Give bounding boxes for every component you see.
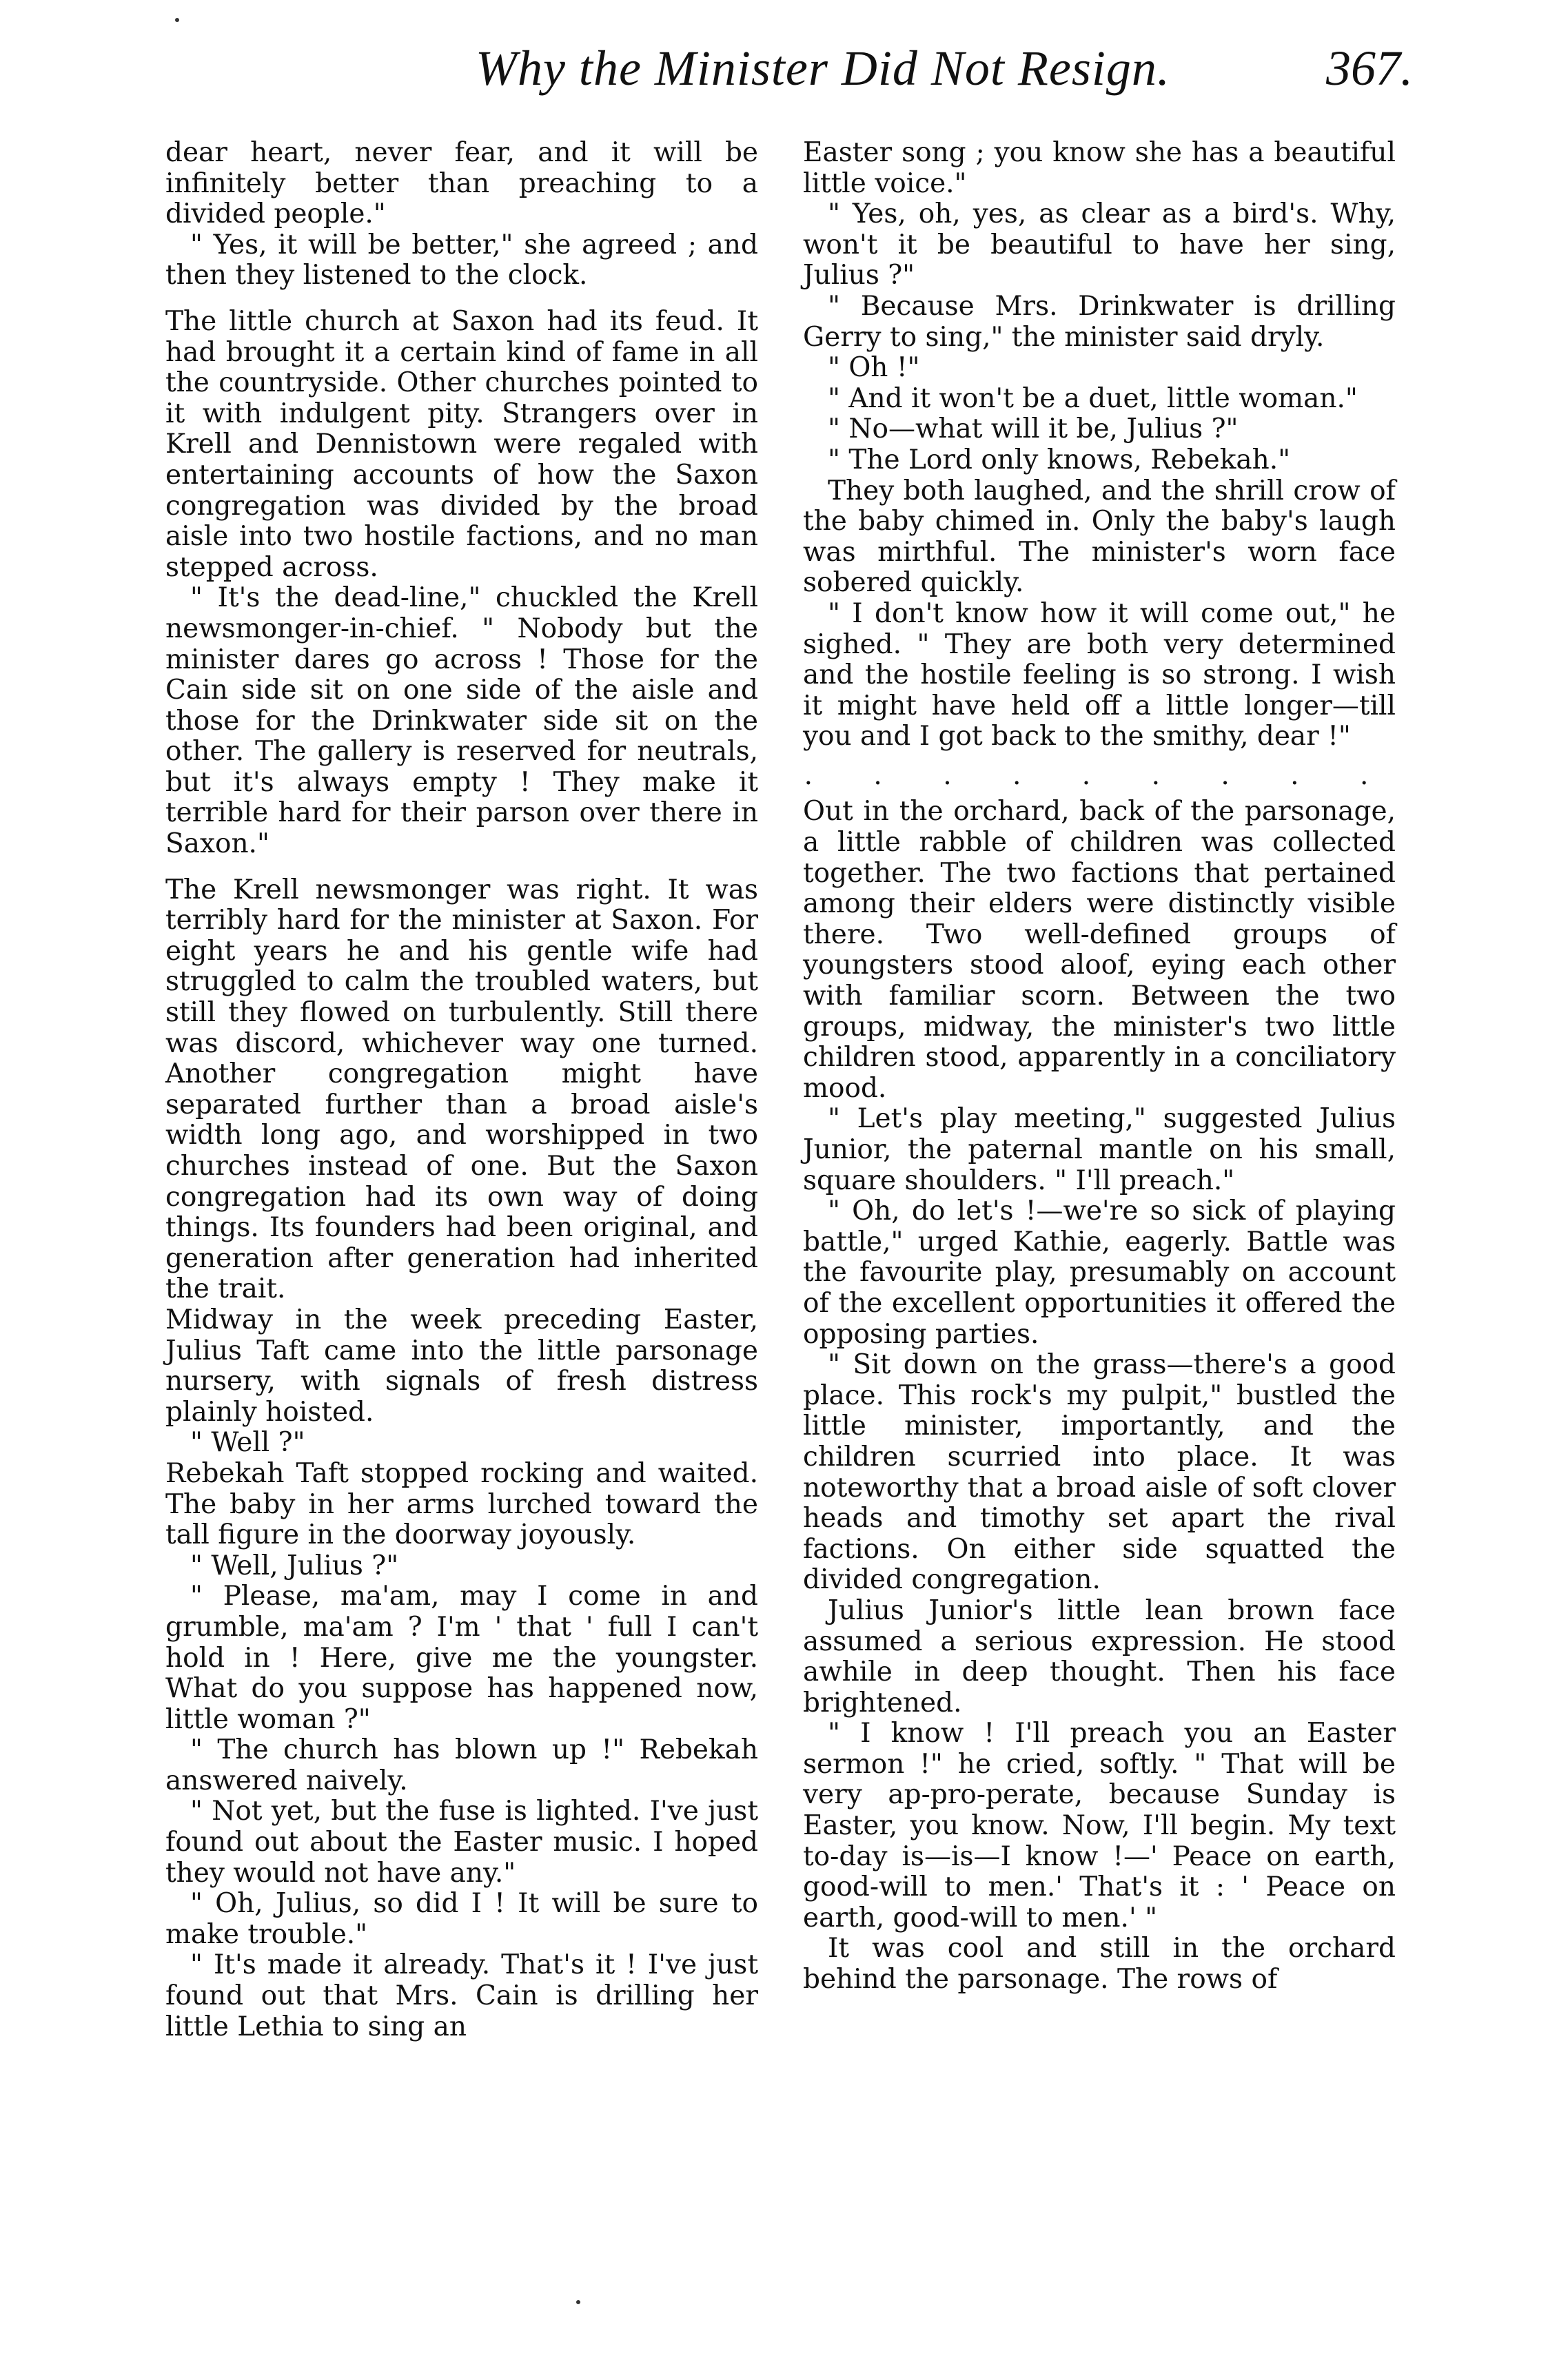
paragraph: Julius Junior's little lean brown face assumed a serious expression. He stood awhile in deep thought. Then his face brightened. xyxy=(803,1594,1396,1719)
paragraph: " Not yet, but the fuse is lighted. I've just found out about the Easter music. I hoped they would not have any." xyxy=(165,1796,758,1889)
paragraph: The little church at Saxon had its feud. It had brought it a certain kind of fame in all the countryside. Other churches pointed to it with indulgent pity. Strangers over in Krell and Dennistown were regaled with entertaining accounts of how the Saxon congregation was divided by the broad aisle into two hostile factions, and no man stepped across. xyxy=(165,305,758,583)
paragraph: Rebekah Taft stopped rocking and waited. The baby in her arms lurched toward the tall figure in the doorway joyously. xyxy=(165,1457,758,1551)
paragraph: " It's made it already. That's it ! I've just found out that Mrs. Cain is drilling her little Lethia to sing an xyxy=(165,1949,758,2042)
paragraph: " The church has blown up !" Rebekah answered naively. xyxy=(165,1734,758,1796)
paragraph: The Krell newsmonger was right. It was terribly hard for the minister at Saxon. For eight years he and his gentle wife had struggled to calm the troubled waters, but still they flowed on turbulently. Still there was discord, whichever way one turned. Another congregation might have separated further than a broad aisle's width long ago, and worshipped in two churches instead of one. But the Saxon congregation had its own way of doing things. Its founders had been original, and generation after generation had inherited the trait. xyxy=(165,874,758,1305)
paragraph: " No—what will it be, Julius ?" xyxy=(828,413,1239,445)
paragraph: " I don't know how it will come out," he sighed. " They are both very determined and the hostile feeling is so strong. I wish it might have held off a little longer—till you and I got back to the smithy, dear !" xyxy=(803,597,1396,752)
paragraph: " Oh, Julius, so did I ! It will be sure to make trouble." xyxy=(165,1888,758,1950)
paragraph: " Sit down on the grass—there's a good place. This rock's my pulpit," bustled the little minister, importantly, and the children scurried into place. It was noteworthy that a broad aisle of soft clover heads and timothy set apart the rival factions. On either side squatted the divided congregation. xyxy=(803,1349,1396,1596)
left-column xyxy=(165,138,758,2042)
print-speck xyxy=(175,18,179,22)
paragraph: Easter song ; you know she has a beautiful little voice." xyxy=(803,137,1396,199)
paragraph: " Because Mrs. Drinkwater is drilling Gerry to sing," the minister said dryly. xyxy=(803,290,1396,353)
paragraph: " Oh, do let's !—we're so sick of playing battle," urged Kathie, eagerly. Battle was the favourite play, presumably on account of the excellent opportunities it offered the opposing parties. xyxy=(803,1196,1396,1350)
page-number: 367. xyxy=(1326,41,1413,96)
paragraph: " Let's play meeting," suggested Julius Junior, the paternal mantle on his small, square shoulders. " I'll preach." xyxy=(803,1103,1396,1196)
paragraph: " And it won't be a duet, little woman." xyxy=(828,382,1358,414)
paragraph: Midway in the week preceding Easter, Julius Taft came into the little parsonage nursery, with signals of fresh distress plainly hoisted. xyxy=(165,1304,758,1428)
paragraph: " I know ! I'll preach you an Easter sermon !" he cried, softly. " That will be very ap-pro-perate, because Sunday is Easter, you know. Now, I'll begin. My text to-day is—is—I know !—' Peace on earth, good-will to men.' That's it : ' Peace on earth, good-will to men.' " xyxy=(803,1718,1396,1933)
paragraph: " Yes, oh, yes, as clear as a bird's. Why, won't it be beautiful to have her sing, Julius ?" xyxy=(803,198,1396,291)
running-title: Why the Minister Did Not Resign. xyxy=(476,41,1170,96)
paragraph: " It's the dead-line," chuckled the Krell newsmonger-in-chief. " Nobody but the minister dares go across ! Those for the Cain side sit on one side of the aisle and those for the Drinkwater side sit on the other. The gallery is reserved for neutrals, but it's always empty ! They make it terrible hard for their parson over there in Saxon." xyxy=(165,582,758,860)
paragraph: dear heart, never fear, and it will be infinitely better than preaching to a divided people." xyxy=(165,137,758,230)
paragraph: " The Lord only knows, Rebekah." xyxy=(828,444,1291,475)
paragraph: " Oh !" xyxy=(828,352,920,384)
paragraph: " Please, ma'am, may I come in and grumble, ma'am ? I'm ' that ' full I can't hold in ! Here, give me the youngster. What do you suppose has happened now, little woman ?" xyxy=(165,1581,758,1735)
paragraph: They both laughed, and the shrill crow of the baby chimed in. Only the baby's laugh was mirthful. The minister's worn face sobered quickly. xyxy=(803,475,1396,599)
paragraph: " Well ?" xyxy=(190,1427,305,1459)
paragraph: " Yes, it will be better," she agreed ; and then they listened to the clock. xyxy=(165,229,758,291)
paragraph: Out in the orchard, back of the parsonage, a little rabble of children was collected together. The two factions that pertained among their elders were distinctly visible there. Two well-defined groups of youngsters stood aloof, eying each other with familiar scorn. Between the two groups, midway, the minister's two little children stood, apparently in a conciliatory mood. xyxy=(803,796,1396,1104)
print-speck xyxy=(576,2300,580,2304)
paragraph: It was cool and still in the orchard behind the parsonage. The rows of xyxy=(803,1933,1396,1996)
page-header xyxy=(476,40,1413,116)
paragraph: " Well, Julius ?" xyxy=(190,1550,399,1581)
section-break-dots: . . . . . . . . . xyxy=(804,759,1395,791)
right-column xyxy=(803,138,1396,1996)
